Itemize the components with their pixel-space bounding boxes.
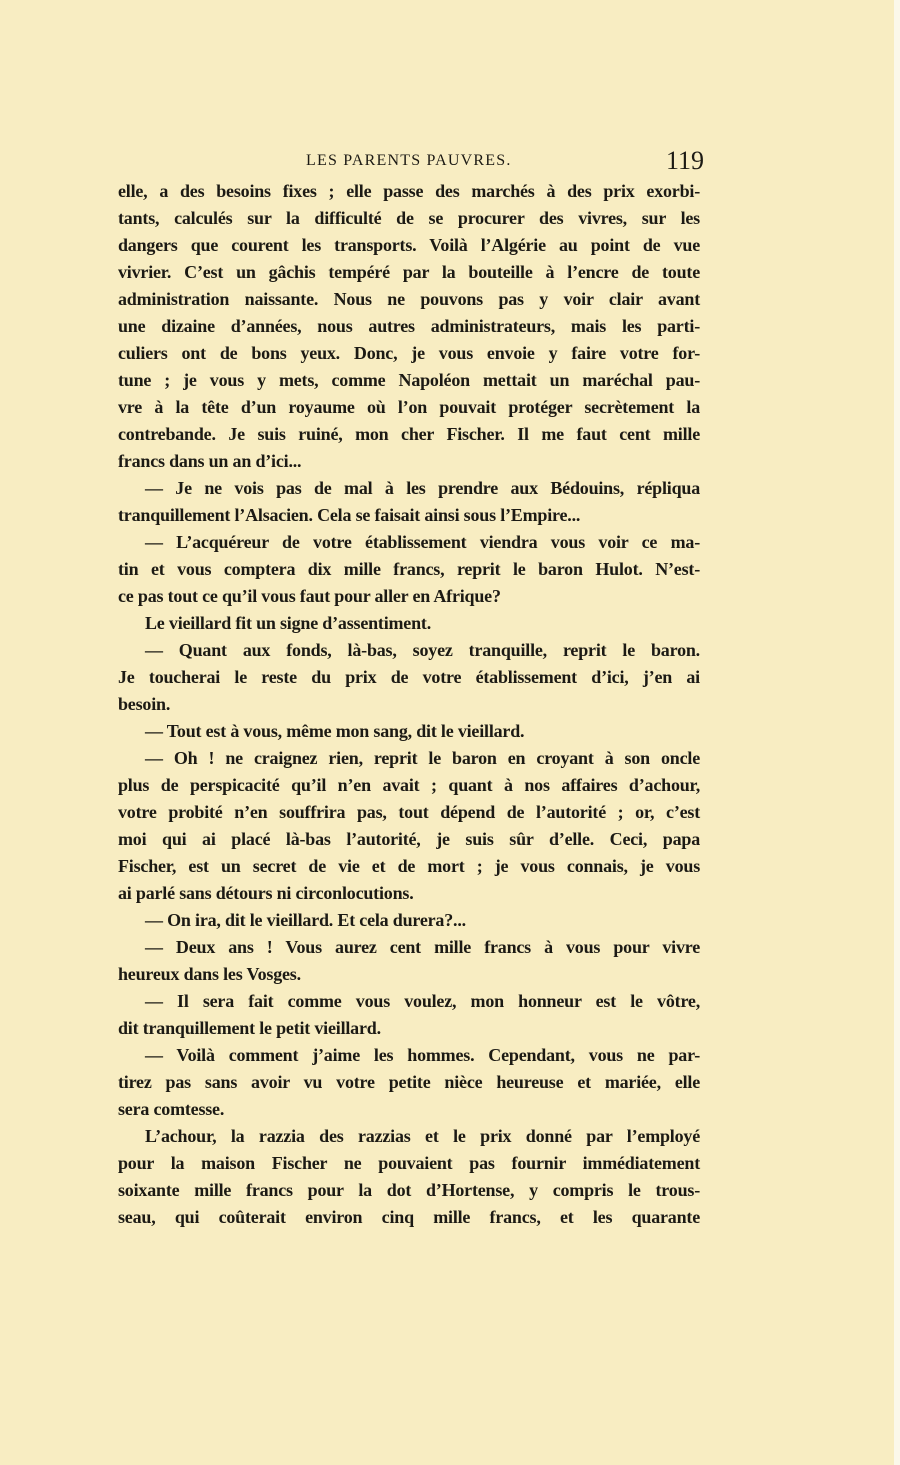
text-line: besoin. [118, 694, 171, 714]
page-number: 119 [665, 146, 704, 175]
text-line: — Oh ! ne craignez rien, reprit le baron en croyant à son oncle [145, 748, 700, 768]
text-line: tin et vous comptera dix mille francs, reprit le baron Hulot. N’est- [118, 559, 700, 579]
text-line: — Tout est à vous, même mon sang, dit le vieillard. [145, 721, 525, 741]
text-line: soixante mille francs pour la dot d’Hortense, y compris le trous- [118, 1180, 700, 1200]
text-line: une dizaine d’années, nous autres administrateurs, mais les parti- [118, 316, 700, 336]
text-line: pour la maison Fischer ne pouvaient pas fournir immédiatement [118, 1153, 700, 1173]
text-line: — L’acquéreur de votre établissement viendra vous voir ce ma- [145, 532, 700, 552]
text-line: dangers que courent les transports. Voilà l’Algérie au point de vue [118, 235, 700, 255]
running-title: LES PARENTS PAUVRES. [306, 152, 512, 169]
text-line: ai parlé sans détours ni circonlocutions. [118, 883, 414, 903]
text-line: moi qui ai placé là-bas l’autorité, je suis sûr d’elle. Ceci, papa [118, 829, 700, 849]
text-line: — Deux ans ! Vous aurez cent mille francs à vous pour vivre [145, 937, 700, 957]
text-line: plus de perspicacité qu’il n’en avait ; quant à nos affaires d’achour, [118, 775, 700, 795]
text-line: — Voilà comment j’aime les hommes. Cependant, vous ne par- [145, 1045, 700, 1065]
text-line: ce pas tout ce qu’il vous faut pour aller en Afrique? [118, 586, 501, 606]
body-text [118, 178, 700, 1231]
text-line: — Il sera fait comme vous voulez, mon honneur est le vôtre, [145, 991, 700, 1011]
text-line: Fischer, est un secret de vie et de mort ; je vous connais, je vous [118, 856, 700, 876]
text-line: L’achour, la razzia des razzias et le prix donné par l’employé [145, 1126, 700, 1146]
text-line: vre à la tête d’un royaume où l’on pouvait protéger secrètement la [118, 397, 700, 417]
text-line: francs dans un an d’ici... [118, 451, 302, 471]
text-line: — Quant aux fonds, là-bas, soyez tranquille, reprit le baron. [145, 640, 700, 660]
text-line: elle, a des besoins fixes ; elle passe des marchés à des prix exorbi- [118, 181, 700, 201]
text-line: — Je ne vois pas de mal à les prendre aux Bédouins, répliqua [145, 478, 700, 498]
text-line: contrebande. Je suis ruiné, mon cher Fischer. Il me faut cent mille [118, 424, 700, 444]
text-line: tranquillement l’Alsacien. Cela se faisait ainsi sous l’Empire... [118, 505, 581, 525]
text-line: culiers ont de bons yeux. Donc, je vous envoie y faire votre for- [118, 343, 700, 363]
text-line: tune ; je vous y mets, comme Napoléon mettait un maréchal pau- [118, 370, 700, 390]
text-line: administration naissante. Nous ne pouvons pas y voir clair avant [118, 289, 700, 309]
text-line: seau, qui coûterait environ cinq mille francs, et les quarante [118, 1207, 700, 1227]
text-line: Le vieillard fit un signe d’assentiment. [145, 613, 432, 633]
text-line: dit tranquillement le petit vieillard. [118, 1018, 381, 1038]
text-line: Je toucherai le reste du prix de votre établissement d’ici, j’en ai [118, 667, 700, 687]
text-line: tants, calculés sur la difficulté de se procurer des vivres, sur les [118, 208, 700, 228]
page-edge [894, 0, 900, 1465]
page-header [118, 146, 704, 176]
text-line: — On ira, dit le vieillard. Et cela durera?... [145, 910, 466, 930]
text-line: sera comtesse. [118, 1099, 225, 1119]
text-line: heureux dans les Vosges. [118, 964, 301, 984]
text-line: tirez pas sans avoir vu votre petite nièce heureuse et mariée, elle [118, 1072, 700, 1092]
text-line: vivrier. C’est un gâchis tempéré par la bouteille à l’encre de toute [118, 262, 700, 282]
text-line: votre probité n’en souffrira pas, tout dépend de l’autorité ; or, c’est [118, 802, 700, 822]
